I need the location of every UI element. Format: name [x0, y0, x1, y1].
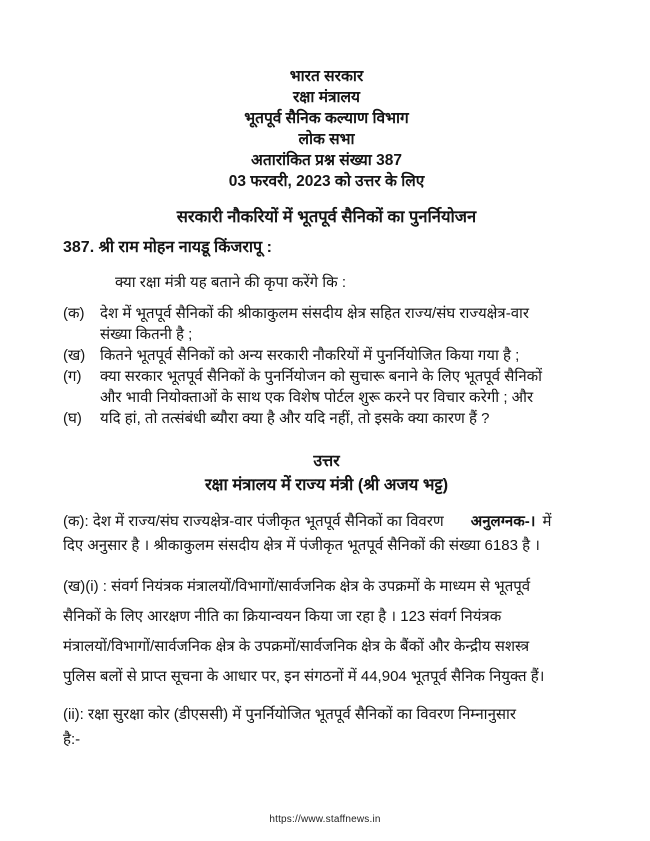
para-a-tail: में	[542, 513, 552, 530]
item-text-line: देश में भूतपूर्व सैनिकों की श्रीकाकुलम संसदीय क्षेत्र सहित राज्य/संघ राज्यक्षेत्र-वार	[100, 305, 530, 322]
question-items	[63, 303, 590, 429]
item-label: (ख)	[63, 347, 86, 364]
question-item-ka	[63, 303, 590, 345]
item-label: (ग)	[63, 368, 82, 385]
item-text	[100, 408, 590, 429]
answer-para-a-line1	[63, 510, 590, 534]
header-line-ministry: रक्षा मंत्रालय	[292, 89, 361, 106]
document-header	[63, 66, 590, 192]
item-label: (क)	[63, 305, 85, 322]
answer-para-b-line: सैनिकों के लिए आरक्षण नीति का क्रियान्वयन किया जा रहा है । 123 संवर्ग नियंत्रक	[63, 608, 502, 625]
footer-url: https://www.staffnews.in	[269, 814, 381, 825]
item-text-line: संख्या कितनी है ;	[100, 326, 193, 343]
item-text	[100, 366, 590, 408]
answer-para-a	[63, 510, 590, 557]
item-text	[100, 303, 590, 345]
header-line-answer-date: 03 फरवरी, 2023 को उत्तर के लिए	[228, 173, 425, 190]
question-title: सरकारी नौकरियों में भूतपूर्व सैनिकों का पुनर्नियोजन	[176, 208, 477, 226]
question-item-kha	[63, 345, 590, 366]
answer-para-b	[63, 572, 590, 692]
header-line-department: भूतपूर्व सैनिक कल्याण विभाग	[244, 110, 409, 127]
question-item-gha	[63, 408, 590, 429]
answer-para-b-line: पुलिस बलों से प्राप्त सूचना के आधार पर, इन संगठनों में 44,904 भूतपूर्व सैनिक नियुक्त हैं।	[63, 668, 545, 685]
item-text-line: क्या सरकार भूतपूर्व सैनिकों के पुनर्नियोजन को सुचारू बनाने के लिए भूतपूर्व सैनिकों	[100, 368, 543, 385]
answer-minister-line: रक्षा मंत्रालय में राज्य मंत्री (श्री अजय भट्ट)	[204, 476, 449, 494]
header-line-question-number: अतारांकित प्रश्न संख्या 387	[251, 152, 402, 169]
question-item-ga	[63, 366, 590, 408]
answer-para-a-line2: दिए अनुसार है । श्रीकाकुलम संसदीय क्षेत्र में पंजीकृत भूतपूर्व सैनिकों की संख्या 6183 है ।	[63, 536, 540, 554]
answer-para-c-line: (ii): रक्षा सुरक्षा कोर (डीएससी) में पुनर्नियोजित भूतपूर्व सैनिकों का विवरण निम्नानुसार	[63, 706, 517, 723]
answer-para-c	[63, 702, 590, 752]
answer-para-c-line: है:-	[63, 731, 81, 748]
item-text-line: और भावी नियोक्ताओं के साथ एक विशेष पोर्टल शुरू करने पर विचार करेगी ; और	[100, 389, 534, 406]
item-text	[100, 345, 590, 366]
answer-heading: उत्तर	[313, 453, 340, 470]
annexure-reference: अनुलग्नक-।	[470, 513, 536, 530]
answer-para-b-line: मंत्रालयों/विभागों/सार्वजनिक क्षेत्र के उपक्रमों/सार्वजनिक क्षेत्र के बैंकों और केन्द्रीय सशस्त्र	[63, 638, 530, 655]
header-line-house: लोक सभा	[298, 131, 355, 148]
header-line-govt: भारत सरकार	[289, 68, 364, 85]
para-a-text: (क): देश में राज्य/संघ राज्यक्षेत्र-वार पंजीकृत भूतपूर्व सैनिकों का विवरण	[63, 513, 444, 530]
item-text-line: कितने भूतपूर्व सैनिकों को अन्य सरकारी नौकरियों में पुनर्नियोजित किया गया है ;	[100, 347, 520, 364]
answer-para-b-line: (ख)(i) : संवर्ग नियंत्रक मंत्रालयों/विभागों/सार्वजनिक क्षेत्र के उपक्रमों के माध्यम से भूतपूर्व	[63, 578, 531, 595]
question-intro: क्या रक्षा मंत्री यह बताने की कृपा करेंगे कि :	[115, 274, 347, 291]
item-text-line: यदि हां, तो तत्संबंधी ब्यौरा क्या है और यदि नहीं, तो इसके क्या कारण हैं ?	[100, 410, 490, 427]
question-member-line: 387. श्री राम मोहन नायडू किंजरापू :	[63, 239, 272, 256]
item-label: (घ)	[63, 410, 82, 427]
